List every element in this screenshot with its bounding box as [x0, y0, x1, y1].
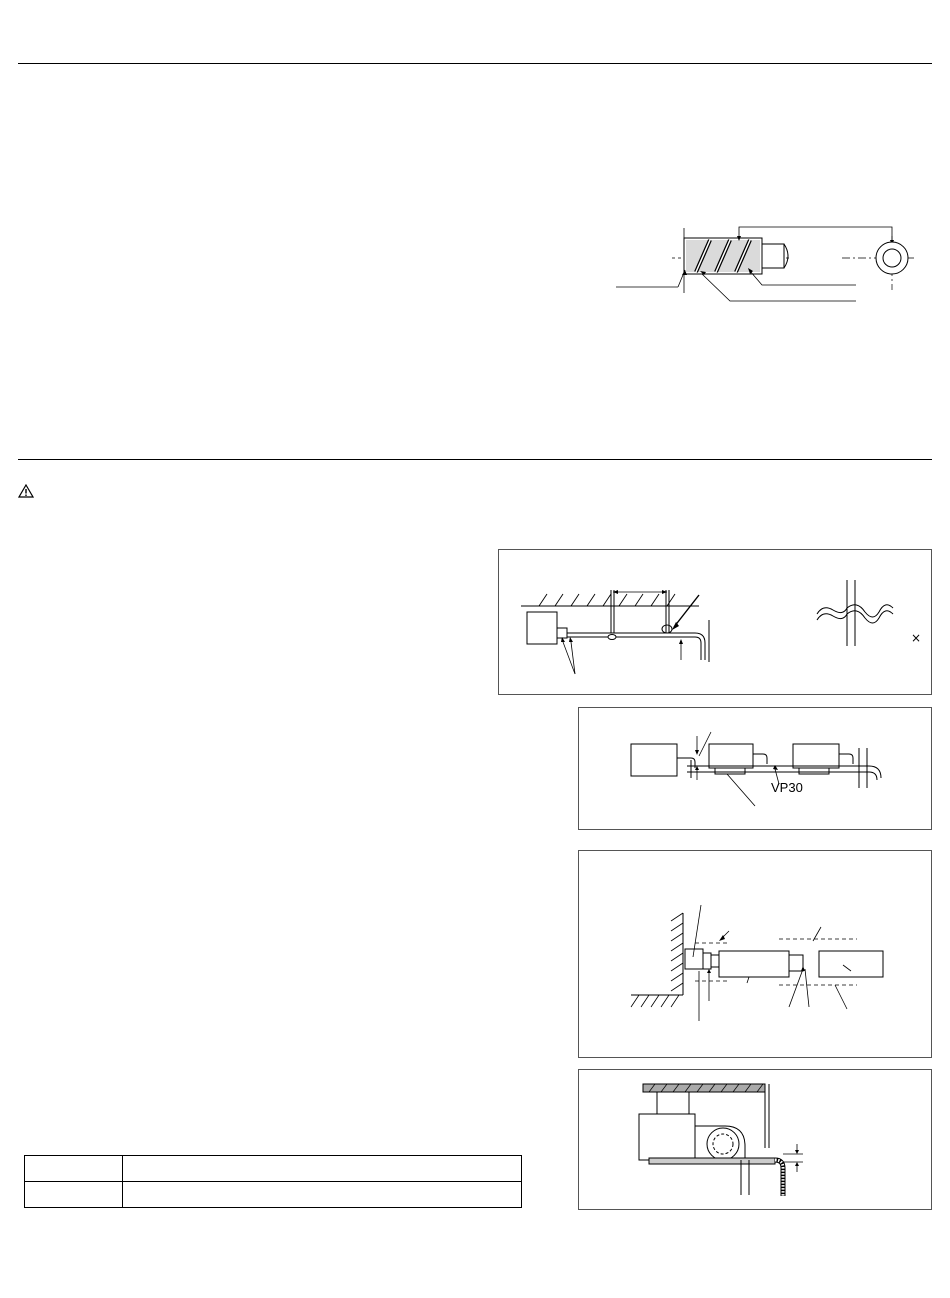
insulation-wrap-diagram	[612, 218, 922, 308]
top-rule	[18, 63, 932, 64]
section-rule	[18, 459, 932, 460]
vp30-label: VP30	[771, 780, 803, 795]
spec-table	[24, 1155, 522, 1208]
table-cell	[25, 1156, 123, 1182]
table-row	[25, 1182, 522, 1208]
warning-triangle-icon	[18, 484, 34, 498]
drain-socket-figure	[578, 850, 932, 1058]
table-cell	[123, 1182, 522, 1208]
drain-pipe-hanger-figure	[498, 549, 932, 695]
table-cell	[25, 1182, 123, 1208]
table-cell	[123, 1156, 522, 1182]
cross-icon: ×	[911, 631, 922, 645]
table-row	[25, 1156, 522, 1182]
collective-drain-figure	[578, 707, 932, 830]
drain-up-figure	[578, 1069, 932, 1210]
